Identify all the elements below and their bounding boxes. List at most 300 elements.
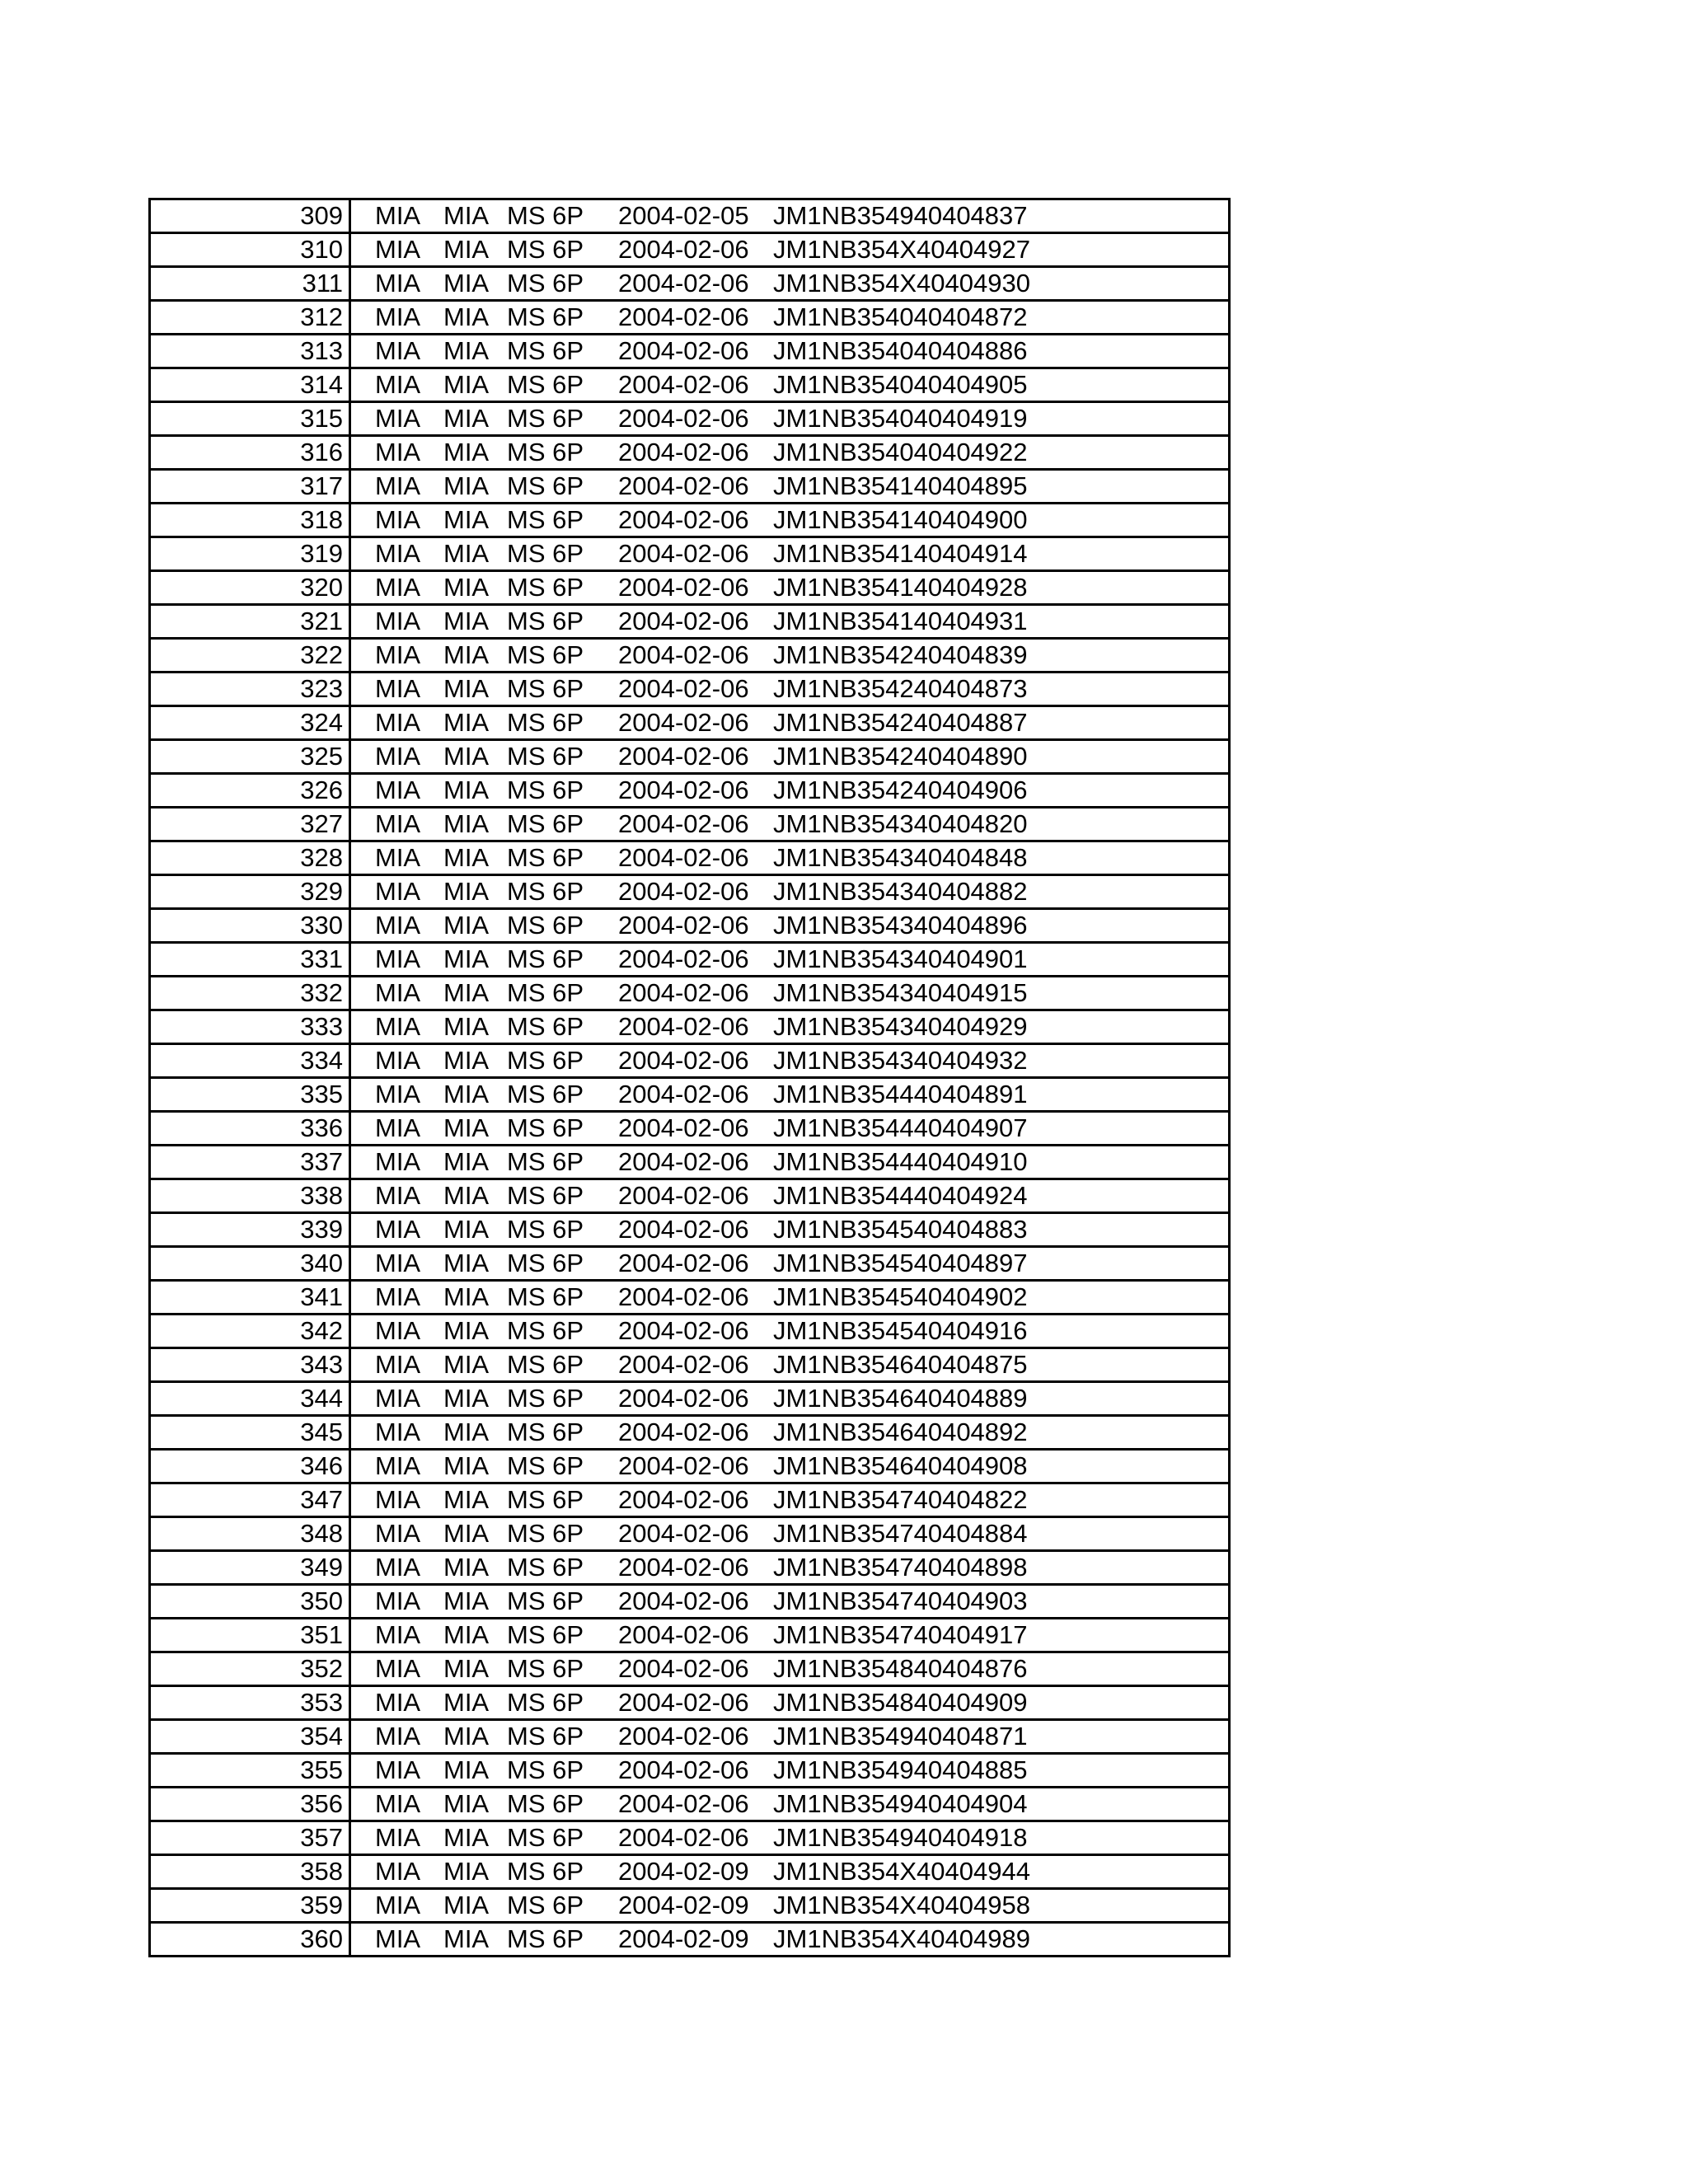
- table-row: [151, 1755, 1228, 1788]
- table-row: [151, 1687, 1228, 1721]
- num-cell: 319: [151, 538, 351, 569]
- num-cell: 321: [151, 606, 351, 637]
- site-cell: MIA: [443, 201, 490, 230]
- loc-cell: MIA: [375, 1316, 421, 1345]
- loc-cell: MIA: [375, 911, 421, 940]
- loc-cell: MIA: [375, 1215, 421, 1244]
- num-cell: 353: [151, 1687, 351, 1718]
- vin-cell: JM1NB354640404875: [773, 1350, 1028, 1379]
- site-cell: MIA: [443, 1350, 490, 1379]
- model-cell: MS 6P: [507, 1350, 584, 1379]
- table-row: [151, 1146, 1228, 1180]
- vin-cell: JM1NB354340404848: [773, 843, 1028, 872]
- site-cell: MIA: [443, 235, 490, 264]
- table-row: [151, 1721, 1228, 1755]
- model-cell: MS 6P: [507, 1012, 584, 1041]
- loc-cell: MIA: [375, 1586, 421, 1615]
- table-row: [151, 1315, 1228, 1349]
- loc-cell: MIA: [375, 1350, 421, 1379]
- table-row: [151, 538, 1228, 572]
- table-row: [151, 1248, 1228, 1282]
- site-cell: MIA: [443, 1755, 490, 1784]
- site-cell: MIA: [443, 1147, 490, 1176]
- vin-cell: JM1NB354540404916: [773, 1316, 1028, 1345]
- loc-cell: MIA: [375, 1080, 421, 1108]
- date-cell: 2004-02-06: [618, 1080, 749, 1108]
- vin-cell: JM1NB354340404901: [773, 944, 1028, 973]
- table-row: [151, 234, 1228, 268]
- loc-cell: MIA: [375, 1620, 421, 1649]
- date-cell: 2004-02-09: [618, 1857, 749, 1886]
- vin-cell: JM1NB354740404903: [773, 1586, 1028, 1615]
- date-cell: 2004-02-06: [618, 404, 749, 433]
- loc-cell: MIA: [375, 1249, 421, 1277]
- model-cell: MS 6P: [507, 573, 584, 602]
- num-cell: 326: [151, 775, 351, 806]
- model-cell: MS 6P: [507, 1857, 584, 1886]
- loc-cell: MIA: [375, 640, 421, 669]
- loc-cell: MIA: [375, 1891, 421, 1919]
- num-cell: 309: [151, 200, 351, 232]
- model-cell: MS 6P: [507, 1046, 584, 1075]
- loc-cell: MIA: [375, 607, 421, 635]
- num-cell: 313: [151, 335, 351, 367]
- table-row: [151, 1653, 1228, 1687]
- vin-cell: JM1NB354540404897: [773, 1249, 1028, 1277]
- vin-cell: JM1NB354040404872: [773, 302, 1028, 331]
- date-cell: 2004-02-06: [618, 708, 749, 737]
- model-cell: MS 6P: [507, 843, 584, 872]
- site-cell: MIA: [443, 336, 490, 365]
- vin-cell: JM1NB354240404890: [773, 742, 1028, 771]
- date-cell: 2004-02-06: [618, 1350, 749, 1379]
- num-cell: 345: [151, 1417, 351, 1448]
- vin-cell: JM1NB354840404909: [773, 1688, 1028, 1717]
- table-row: [151, 741, 1228, 775]
- loc-cell: MIA: [375, 539, 421, 568]
- model-cell: MS 6P: [507, 1451, 584, 1480]
- num-cell: 337: [151, 1146, 351, 1178]
- model-cell: MS 6P: [507, 1181, 584, 1210]
- model-cell: MS 6P: [507, 674, 584, 703]
- loc-cell: MIA: [375, 978, 421, 1007]
- vin-cell: JM1NB354940404918: [773, 1823, 1028, 1852]
- model-cell: MS 6P: [507, 1823, 584, 1852]
- model-cell: MS 6P: [507, 877, 584, 906]
- site-cell: MIA: [443, 1620, 490, 1649]
- vin-cell: JM1NB354X40404958: [773, 1891, 1030, 1919]
- num-cell: 341: [151, 1282, 351, 1313]
- date-cell: 2004-02-06: [618, 1485, 749, 1514]
- table-row: [151, 369, 1228, 403]
- table-row: [151, 1045, 1228, 1079]
- date-cell: 2004-02-06: [618, 471, 749, 500]
- site-cell: MIA: [443, 809, 490, 838]
- loc-cell: MIA: [375, 1485, 421, 1514]
- vin-cell: JM1NB354X40404944: [773, 1857, 1030, 1886]
- site-cell: MIA: [443, 978, 490, 1007]
- site-cell: MIA: [443, 607, 490, 635]
- site-cell: MIA: [443, 1553, 490, 1582]
- table-row: [151, 1619, 1228, 1653]
- site-cell: MIA: [443, 1688, 490, 1717]
- table-row: [151, 1349, 1228, 1383]
- table-row: [151, 842, 1228, 876]
- num-cell: 349: [151, 1552, 351, 1583]
- model-cell: MS 6P: [507, 269, 584, 298]
- date-cell: 2004-02-06: [618, 336, 749, 365]
- vin-cell: JM1NB354240404887: [773, 708, 1028, 737]
- site-cell: MIA: [443, 302, 490, 331]
- table-row: [151, 910, 1228, 944]
- site-cell: MIA: [443, 1080, 490, 1108]
- loc-cell: MIA: [375, 1384, 421, 1413]
- table-row: [151, 944, 1228, 977]
- site-cell: MIA: [443, 1046, 490, 1075]
- vin-cell: JM1NB354940404885: [773, 1755, 1028, 1784]
- model-cell: MS 6P: [507, 1316, 584, 1345]
- loc-cell: MIA: [375, 1722, 421, 1750]
- date-cell: 2004-02-06: [618, 1722, 749, 1750]
- model-cell: MS 6P: [507, 640, 584, 669]
- table-row: [151, 1451, 1228, 1484]
- num-cell: 318: [151, 504, 351, 536]
- vin-cell: JM1NB354340404929: [773, 1012, 1028, 1041]
- table-row: [151, 707, 1228, 741]
- vin-cell: JM1NB354440404910: [773, 1147, 1028, 1176]
- num-cell: 336: [151, 1113, 351, 1144]
- data-table: [148, 198, 1231, 1957]
- date-cell: 2004-02-06: [618, 438, 749, 466]
- vin-cell: JM1NB354340404820: [773, 809, 1028, 838]
- num-cell: 317: [151, 471, 351, 502]
- date-cell: 2004-02-06: [618, 843, 749, 872]
- model-cell: MS 6P: [507, 1384, 584, 1413]
- vin-cell: JM1NB354440404891: [773, 1080, 1028, 1108]
- site-cell: MIA: [443, 1012, 490, 1041]
- model-cell: MS 6P: [507, 1789, 584, 1818]
- date-cell: 2004-02-09: [618, 1924, 749, 1953]
- table-row: [151, 1924, 1228, 1957]
- table-row: [151, 1079, 1228, 1113]
- site-cell: MIA: [443, 776, 490, 804]
- table-row: [151, 1113, 1228, 1146]
- model-cell: MS 6P: [507, 505, 584, 534]
- vin-cell: JM1NB354240404873: [773, 674, 1028, 703]
- loc-cell: MIA: [375, 404, 421, 433]
- table-row: [151, 1788, 1228, 1822]
- loc-cell: MIA: [375, 1418, 421, 1446]
- model-cell: MS 6P: [507, 438, 584, 466]
- site-cell: MIA: [443, 1418, 490, 1446]
- site-cell: MIA: [443, 1316, 490, 1345]
- num-cell: 331: [151, 944, 351, 975]
- vin-cell: JM1NB354640404892: [773, 1418, 1028, 1446]
- vin-cell: JM1NB354440404924: [773, 1181, 1028, 1210]
- num-cell: 324: [151, 707, 351, 738]
- site-cell: MIA: [443, 944, 490, 973]
- site-cell: MIA: [443, 370, 490, 399]
- model-cell: MS 6P: [507, 1418, 584, 1446]
- num-cell: 347: [151, 1484, 351, 1516]
- num-cell: 323: [151, 673, 351, 705]
- num-cell: 352: [151, 1653, 351, 1685]
- loc-cell: MIA: [375, 1755, 421, 1784]
- table-row: [151, 572, 1228, 606]
- vin-cell: JM1NB354340404932: [773, 1046, 1028, 1075]
- table-row: [151, 1822, 1228, 1856]
- date-cell: 2004-02-06: [618, 1012, 749, 1041]
- vin-cell: JM1NB354140404931: [773, 607, 1028, 635]
- num-cell: 329: [151, 876, 351, 907]
- model-cell: MS 6P: [507, 302, 584, 331]
- site-cell: MIA: [443, 505, 490, 534]
- table-row: [151, 437, 1228, 471]
- table-row: [151, 876, 1228, 910]
- vin-cell: JM1NB354X40404930: [773, 269, 1030, 298]
- loc-cell: MIA: [375, 776, 421, 804]
- site-cell: MIA: [443, 1113, 490, 1142]
- num-cell: 310: [151, 234, 351, 265]
- model-cell: MS 6P: [507, 1586, 584, 1615]
- model-cell: MS 6P: [507, 1620, 584, 1649]
- date-cell: 2004-02-06: [618, 269, 749, 298]
- table-row: [151, 335, 1228, 369]
- model-cell: MS 6P: [507, 235, 584, 264]
- loc-cell: MIA: [375, 1924, 421, 1953]
- site-cell: MIA: [443, 1384, 490, 1413]
- loc-cell: MIA: [375, 235, 421, 264]
- model-cell: MS 6P: [507, 1688, 584, 1717]
- table-row: [151, 1417, 1228, 1451]
- table-row: [151, 403, 1228, 437]
- loc-cell: MIA: [375, 505, 421, 534]
- vin-cell: JM1NB354140404914: [773, 539, 1028, 568]
- num-cell: 322: [151, 640, 351, 671]
- num-cell: 344: [151, 1383, 351, 1414]
- vin-cell: JM1NB354040404886: [773, 336, 1028, 365]
- num-cell: 359: [151, 1890, 351, 1921]
- num-cell: 358: [151, 1856, 351, 1887]
- loc-cell: MIA: [375, 302, 421, 331]
- site-cell: MIA: [443, 1654, 490, 1683]
- loc-cell: MIA: [375, 843, 421, 872]
- loc-cell: MIA: [375, 370, 421, 399]
- model-cell: MS 6P: [507, 404, 584, 433]
- date-cell: 2004-02-06: [618, 742, 749, 771]
- num-cell: 351: [151, 1619, 351, 1651]
- date-cell: 2004-02-05: [618, 201, 749, 230]
- date-cell: 2004-02-06: [618, 539, 749, 568]
- num-cell: 327: [151, 808, 351, 840]
- site-cell: MIA: [443, 1586, 490, 1615]
- date-cell: 2004-02-06: [618, 1789, 749, 1818]
- table-row: [151, 1383, 1228, 1417]
- model-cell: MS 6P: [507, 1553, 584, 1582]
- site-cell: MIA: [443, 1891, 490, 1919]
- num-cell: 312: [151, 302, 351, 333]
- vin-cell: JM1NB354X40404989: [773, 1924, 1030, 1953]
- date-cell: 2004-02-06: [618, 1249, 749, 1277]
- model-cell: MS 6P: [507, 742, 584, 771]
- model-cell: MS 6P: [507, 471, 584, 500]
- model-cell: MS 6P: [507, 1722, 584, 1750]
- date-cell: 2004-02-06: [618, 1823, 749, 1852]
- date-cell: 2004-02-06: [618, 640, 749, 669]
- date-cell: 2004-02-06: [618, 877, 749, 906]
- model-cell: MS 6P: [507, 1113, 584, 1142]
- site-cell: MIA: [443, 911, 490, 940]
- table-row: [151, 302, 1228, 335]
- model-cell: MS 6P: [507, 776, 584, 804]
- model-cell: MS 6P: [507, 978, 584, 1007]
- loc-cell: MIA: [375, 336, 421, 365]
- vin-cell: JM1NB354740404917: [773, 1620, 1028, 1649]
- loc-cell: MIA: [375, 201, 421, 230]
- date-cell: 2004-02-06: [618, 1215, 749, 1244]
- date-cell: 2004-02-06: [618, 1620, 749, 1649]
- site-cell: MIA: [443, 573, 490, 602]
- table-row: [151, 471, 1228, 504]
- num-cell: 340: [151, 1248, 351, 1279]
- site-cell: MIA: [443, 1857, 490, 1886]
- table-row: [151, 775, 1228, 808]
- num-cell: 334: [151, 1045, 351, 1076]
- date-cell: 2004-02-06: [618, 1418, 749, 1446]
- model-cell: MS 6P: [507, 539, 584, 568]
- num-cell: 316: [151, 437, 351, 468]
- num-cell: 360: [151, 1924, 351, 1955]
- loc-cell: MIA: [375, 1147, 421, 1176]
- loc-cell: MIA: [375, 1553, 421, 1582]
- loc-cell: MIA: [375, 809, 421, 838]
- vin-cell: JM1NB354140404928: [773, 573, 1028, 602]
- num-cell: 311: [151, 268, 351, 299]
- site-cell: MIA: [443, 1249, 490, 1277]
- date-cell: 2004-02-06: [618, 674, 749, 703]
- date-cell: 2004-02-06: [618, 1282, 749, 1311]
- table-row: [151, 1586, 1228, 1619]
- table-row: [151, 268, 1228, 302]
- num-cell: 325: [151, 741, 351, 772]
- site-cell: MIA: [443, 1823, 490, 1852]
- num-cell: 339: [151, 1214, 351, 1245]
- site-cell: MIA: [443, 640, 490, 669]
- table-row: [151, 977, 1228, 1011]
- vin-cell: JM1NB354140404895: [773, 471, 1028, 500]
- vin-cell: JM1NB354240404906: [773, 776, 1028, 804]
- model-cell: MS 6P: [507, 1924, 584, 1953]
- loc-cell: MIA: [375, 877, 421, 906]
- model-cell: MS 6P: [507, 1282, 584, 1311]
- site-cell: MIA: [443, 1215, 490, 1244]
- vin-cell: JM1NB354040404905: [773, 370, 1028, 399]
- loc-cell: MIA: [375, 471, 421, 500]
- date-cell: 2004-02-06: [618, 505, 749, 534]
- num-cell: 357: [151, 1822, 351, 1854]
- loc-cell: MIA: [375, 1046, 421, 1075]
- date-cell: 2004-02-06: [618, 1113, 749, 1142]
- model-cell: MS 6P: [507, 336, 584, 365]
- num-cell: 314: [151, 369, 351, 401]
- model-cell: MS 6P: [507, 1891, 584, 1919]
- table-row: [151, 808, 1228, 842]
- num-cell: 320: [151, 572, 351, 603]
- model-cell: MS 6P: [507, 1519, 584, 1548]
- vin-cell: JM1NB354840404876: [773, 1654, 1028, 1683]
- site-cell: MIA: [443, 539, 490, 568]
- table-row: [151, 200, 1228, 234]
- site-cell: MIA: [443, 1789, 490, 1818]
- date-cell: 2004-02-06: [618, 944, 749, 973]
- num-cell: 342: [151, 1315, 351, 1347]
- date-cell: 2004-02-06: [618, 1316, 749, 1345]
- model-cell: MS 6P: [507, 911, 584, 940]
- model-cell: MS 6P: [507, 1147, 584, 1176]
- num-cell: 333: [151, 1011, 351, 1043]
- num-cell: 330: [151, 910, 351, 941]
- num-cell: 348: [151, 1518, 351, 1549]
- loc-cell: MIA: [375, 1282, 421, 1311]
- loc-cell: MIA: [375, 1654, 421, 1683]
- vin-cell: JM1NB354940404904: [773, 1789, 1028, 1818]
- date-cell: 2004-02-06: [618, 911, 749, 940]
- num-cell: 328: [151, 842, 351, 874]
- model-cell: MS 6P: [507, 1080, 584, 1108]
- loc-cell: MIA: [375, 573, 421, 602]
- loc-cell: MIA: [375, 674, 421, 703]
- table-row: [151, 1214, 1228, 1248]
- model-cell: MS 6P: [507, 607, 584, 635]
- site-cell: MIA: [443, 1451, 490, 1480]
- loc-cell: MIA: [375, 1519, 421, 1548]
- date-cell: 2004-02-06: [618, 302, 749, 331]
- vin-cell: JM1NB354040404922: [773, 438, 1028, 466]
- num-cell: 343: [151, 1349, 351, 1380]
- model-cell: MS 6P: [507, 944, 584, 973]
- table-row: [151, 1856, 1228, 1890]
- vin-cell: JM1NB354040404919: [773, 404, 1028, 433]
- table-row: [151, 1484, 1228, 1518]
- site-cell: MIA: [443, 1181, 490, 1210]
- site-cell: MIA: [443, 269, 490, 298]
- site-cell: MIA: [443, 1282, 490, 1311]
- loc-cell: MIA: [375, 1688, 421, 1717]
- date-cell: 2004-02-06: [618, 1384, 749, 1413]
- date-cell: 2004-02-06: [618, 235, 749, 264]
- date-cell: 2004-02-06: [618, 809, 749, 838]
- site-cell: MIA: [443, 877, 490, 906]
- loc-cell: MIA: [375, 1857, 421, 1886]
- table-row: [151, 1518, 1228, 1552]
- model-cell: MS 6P: [507, 1654, 584, 1683]
- vin-cell: JM1NB354540404902: [773, 1282, 1028, 1311]
- vin-cell: JM1NB354340404882: [773, 877, 1028, 906]
- table-row: [151, 504, 1228, 538]
- site-cell: MIA: [443, 404, 490, 433]
- model-cell: MS 6P: [507, 1485, 584, 1514]
- table-row: [151, 1282, 1228, 1315]
- vin-cell: JM1NB354940404837: [773, 201, 1028, 230]
- vin-cell: JM1NB354740404884: [773, 1519, 1028, 1548]
- vin-cell: JM1NB354X40404927: [773, 235, 1030, 264]
- num-cell: 346: [151, 1451, 351, 1482]
- site-cell: MIA: [443, 674, 490, 703]
- vin-cell: JM1NB354240404839: [773, 640, 1028, 669]
- table-row: [151, 1552, 1228, 1586]
- loc-cell: MIA: [375, 1181, 421, 1210]
- vin-cell: JM1NB354440404907: [773, 1113, 1028, 1142]
